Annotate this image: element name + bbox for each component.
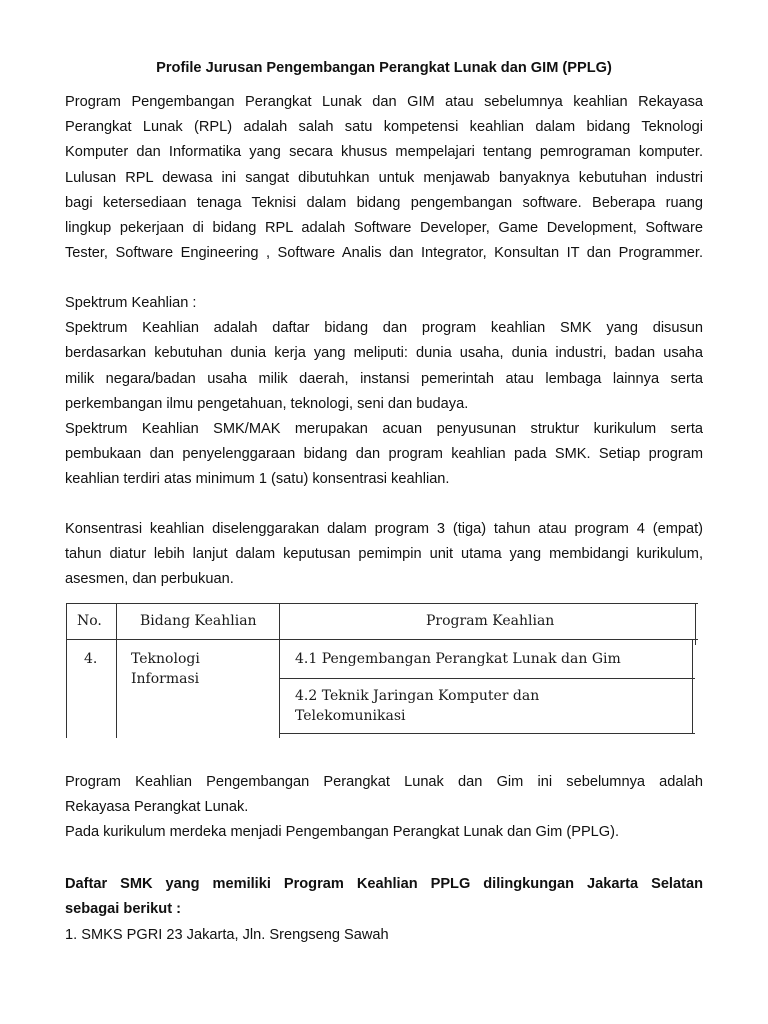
spektrum-paragraph — [65, 291, 703, 493]
text-line: Lulusan RPL dewasa ini sangat dibutuhkan untuk menjawab banyaknya kebutuhan industri — [65, 169, 703, 186]
header-program: Program Keahlian — [426, 613, 555, 629]
text-line: pembukaan dan penyelenggaraan bidang dan program keahlian pada SMK. Setiap program — [65, 446, 703, 463]
text-line: keahlian terdiri atas minimum 1 (satu) konsentrasi keahlian. — [65, 471, 450, 488]
pplg-paragraph — [65, 770, 703, 846]
text-line: Perangkat Lunak (RPL) adalah salah satu kompetensi keahlian dalam bidang Teknologi — [65, 119, 703, 136]
text-line: asesmen, dan perbukuan. — [65, 571, 234, 588]
text-line: bagi ketersediaan tenaga Teknisi dalam bidang pengembangan software. Beberapa ruang — [65, 194, 703, 211]
school-list — [65, 923, 703, 948]
row-bidang-line: Informasi — [131, 671, 200, 687]
text-line: berdasarkan kebutuhan dunia kerja yang meliputi: dunia usaha, dunia industri, badan usaha — [65, 345, 703, 362]
text-line: Rekayasa Perangkat Lunak. — [65, 799, 249, 816]
text-line: Program Keahlian Pengembangan Perangkat Lunak dan Gim ini sebelumnya adalah — [65, 774, 703, 790]
table-border — [279, 678, 695, 679]
table-border — [116, 603, 117, 738]
text-line: milik negara/badan usaha milik daerah, instansi pemerintah atau lembaga lainnya serta — [65, 370, 703, 387]
page-title: Profile Jurusan Pengembangan Perangkat Lunak dan GIM (PPLG) — [156, 60, 612, 76]
intro-paragraph — [65, 90, 703, 266]
text-line: Komputer dan Informatika yang secara khusus mempelajari tentang pemrograman komputer. — [65, 144, 703, 161]
row-no: 4. — [84, 651, 98, 667]
row-bidang-line: Teknologi — [131, 651, 200, 667]
table-border — [66, 603, 698, 604]
text-line: Daftar SMK yang memiliki Program Keahlian PPLG dilingkungan Jakarta Selatan — [65, 876, 703, 892]
text-line: Spektrum Keahlian adalah daftar bidang dan program keahlian SMK yang disusun — [65, 320, 703, 337]
text-line: tahun diatur lebih lanjut dalam keputusan pemimpin unit utama yang membidangi kurikulum, — [65, 546, 703, 563]
text-line: perkembangan ilmu pengetahuan, teknologi, seni dan budaya. — [65, 395, 469, 412]
table-border — [695, 603, 696, 645]
text-line: lingkup pekerjaan di bidang RPL adalah Software Developer, Game Development, Software — [65, 220, 703, 237]
table-border — [66, 639, 698, 640]
text-line: Program Pengembangan Perangkat Lunak dan GIM atau sebelumnya keahlian Rekayasa — [65, 94, 703, 110]
text-line: sebagai berikut : — [65, 901, 181, 918]
section-heading: Spektrum Keahlian : — [65, 295, 197, 311]
table-border — [279, 733, 695, 734]
row-program-1: 4.1 Pengembangan Perangkat Lunak dan Gim — [295, 651, 621, 667]
program-keahlian-table — [66, 603, 698, 738]
header-no: No. — [77, 613, 102, 629]
row-program-2-line: Telekomunikasi — [295, 708, 406, 724]
text-line: Spektrum Keahlian SMK/MAK merupakan acuan penyusunan struktur kurikulum serta — [65, 421, 703, 438]
table-border — [66, 603, 67, 738]
table-border — [279, 603, 280, 738]
konsentrasi-paragraph — [65, 517, 703, 593]
text-line: Tester, Software Engineering , Software Analis dan Integrator, Konsultan IT dan Programmer. — [65, 245, 703, 262]
header-bidang: Bidang Keahlian — [140, 613, 257, 629]
text-line: Pada kurikulum merdeka menjadi Pengembangan Perangkat Lunak dan Gim (PPLG). — [65, 824, 620, 841]
row-program-2-line: 4.2 Teknik Jaringan Komputer dan — [295, 688, 540, 704]
text-line: Konsentrasi keahlian diselenggarakan dalam program 3 (tiga) tahun atau program 4 (empat) — [65, 521, 703, 537]
table-border — [692, 639, 693, 734]
list-item: 1. SMKS PGRI 23 Jakarta, Jln. Srengseng Sawah — [65, 927, 389, 943]
daftar-smk-heading — [65, 872, 703, 922]
